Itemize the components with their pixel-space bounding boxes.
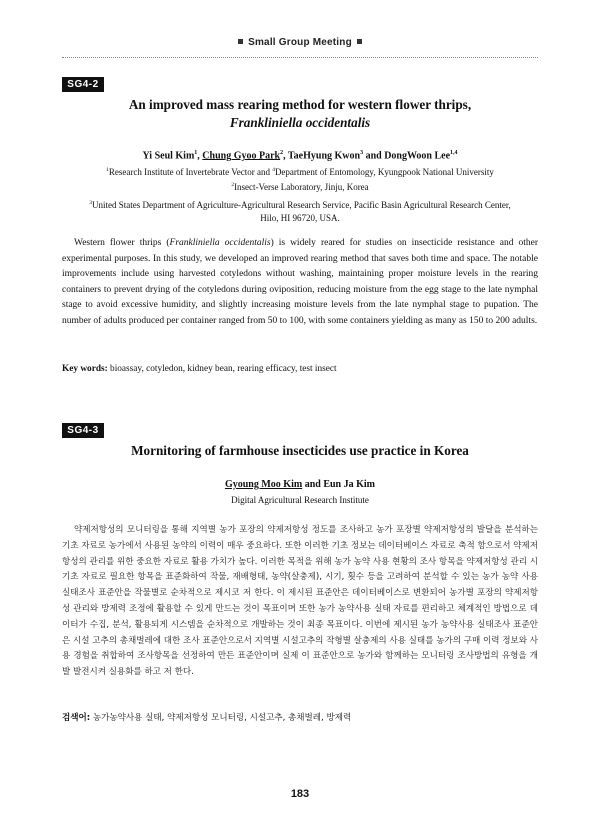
title-line: An improved mass rearing method for western flower thrips,	[128, 97, 472, 112]
title-species: Frankliniella occidentalis	[229, 115, 371, 130]
keywords-label: Key words:	[62, 364, 108, 374]
square-bullet-icon	[357, 39, 362, 44]
author-presenter: Gyoung Moo Kim	[224, 479, 303, 490]
author: TaeHyung Kwon	[287, 150, 361, 162]
keywords	[62, 711, 538, 723]
abstract: 약제저항성의 모니터링을 통해 지역별 농가 포장의 약제저항성 정도를 조사하고 농가 포장별 약제저항성의 발달을 분석하는 기초 자료로 농가에서 사용된 농약의 이력이 매우 중요하다. 또한 이러한 기초 정보는 데이터베이스 자료로 축적 함으로서 약제저항성의 관리를 위한 중요한 자료로 활용 가치가 높다. 이러한 목적을 위해 농가 농약 사용 현황의 조사 항목을 약제저항성 관리 시 기초 자료로 필요한 항목을 표준화하여 작물, 재배형태, 농약(살충제), 시기, 횟수 등을 고려하여 분석할 수 있는 농가 농약 사용 실태조사 표준안을 작물별로 순차적으로 제시코 저 한다. 이 제시된 표준안은 데이터베이스로 변환되어 농가별 포장의 약제저항성 관리와 방제력 조정에 활용할 수 있게 만드는 것이 목표이며 또한 농가 농약사용 실태 자료를 편리하고 체계적인 방법으로 데이터가 수집, 분석, 활용되게 시스템을 순차적으로 개발하는 것이 최종 목표이다. 이번에 제시된 농가 농약사용 실태조사 표준안은 시설 고추의 총채벌레에 대한 조사 표준안으로서 지역별 시설고추의 작형별 살충제의 사용 실태를 농가의 구매 이력 정보와 사용 경험을 취합하여 조사항목을 선정하여 만든 표준안이며 실제 이 표준안으로 농가와 함께하는 모니터링 조사방법의 유형을 개발 발전시켜 실용화를 하고 저 한다.	[62, 525, 538, 678]
keywords-list: 농가농약사용 실태, 약제저항성 모니터링, 시설고추, 총채벌레, 방제력	[92, 713, 352, 723]
affiliation: $^3$United States Department of Agriculture-Agricultural Research Service, Pacific Basin Agricultural Research Center,	[89, 200, 511, 210]
running-header	[0, 37, 600, 48]
affiliation: Hilo, HI 96720, USA.	[260, 213, 340, 223]
header-divider	[62, 57, 538, 58]
keywords	[62, 364, 538, 374]
affiliation: Digital Agricultural Research Institute	[231, 495, 369, 505]
square-bullet-icon	[238, 39, 243, 44]
author-list: Gyoung Moo Kim and Eun Ja Kim	[224, 479, 376, 490]
keywords-list: bioassay, cotyledon, kidney bean, rearing efficacy, test insect	[110, 364, 337, 374]
author: Yi Seul Kim	[142, 150, 195, 162]
author: DongWoon Lee	[384, 150, 451, 162]
author-presenter: Chung Gyoo Park	[202, 150, 281, 162]
affiliation: $^1$Research Institute of Invertebrate Vector and $^4$Department of Entomology, Kyungpook National University	[106, 167, 494, 177]
keywords-label: 검색어:	[62, 713, 91, 723]
abstract: Western flower thrips (Frankliniella occidentalis) is widely reared for studies on insecticide resistance and other experimental purposes. In this study, we developed an improved rearing method that saves both time and space. The notable improvements include using harvested cotyledons without washing, maintaining proper moisture levels in the rearing containers to prevent drying of the cotyledons during oviposition, reducing moisture from the egg stage to the late nymphal stage to avoid excessive humidity, and slightly increasing moisture levels from the late nymphal stage to pupation. The number of adults produced per container ranged from 50 to 100, with some containers yielding as many as 150 to 200 adults.	[62, 238, 538, 326]
affiliation-block	[62, 164, 538, 225]
section-title: Mornitoring of farmhouse insecticides use practice in Korea	[131, 443, 469, 458]
section-title	[62, 96, 538, 132]
page-number: 183	[290, 788, 310, 800]
section-tag: SG4-3	[62, 423, 104, 438]
section-tag: SG4-2	[62, 77, 104, 92]
header-label: Small Group Meeting	[248, 37, 352, 48]
author: Eun Ja Kim	[323, 479, 376, 490]
author-list: Yi Seul Kim$^1$, Chung Gyoo Park$^2$, TaeHyung Kwon$^3$ and DongWoon Lee$^{1,4}$	[142, 150, 458, 162]
affiliation: $^2$Insect-Verse Laboratory, Jinju, Korea	[231, 182, 369, 192]
